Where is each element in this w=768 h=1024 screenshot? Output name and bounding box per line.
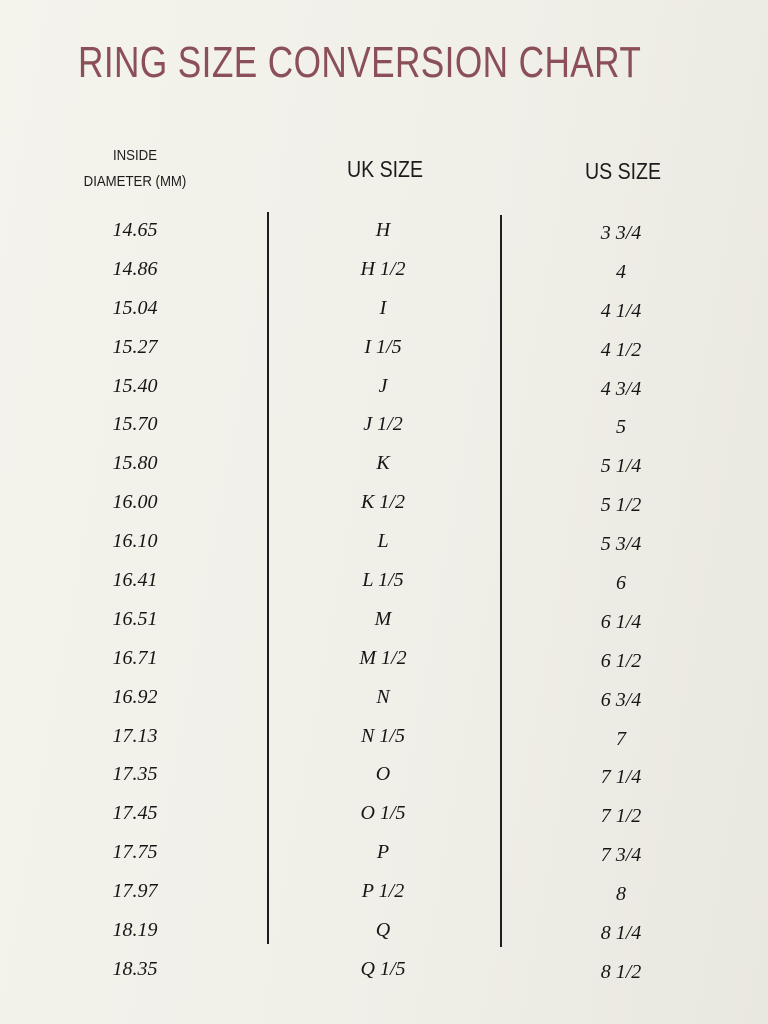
page-title: RING SIZE CONVERSION CHART xyxy=(78,38,642,87)
uk-size-cell: I 1/5 xyxy=(364,335,402,358)
diameter-cell: 18.35 xyxy=(112,957,158,980)
table-row xyxy=(0,950,768,989)
table-row xyxy=(0,328,768,367)
us-size-cell: 4 1/4 xyxy=(600,299,642,322)
diameter-cell: 17.35 xyxy=(112,763,158,786)
table-row xyxy=(0,639,768,678)
header-inside-diameter xyxy=(78,143,192,195)
diameter-cell: 17.97 xyxy=(112,880,158,903)
diameter-cell: 16.71 xyxy=(112,646,158,669)
us-size-cell: 6 xyxy=(616,572,626,595)
table-row xyxy=(0,561,768,600)
diameter-cell: 17.45 xyxy=(112,802,158,825)
us-size-cell: 4 1/2 xyxy=(600,338,642,361)
uk-size-cell: O xyxy=(375,763,391,786)
diameter-cell: 16.41 xyxy=(112,569,158,592)
table-row xyxy=(0,444,768,483)
header-inside-diameter-line1: INSIDE xyxy=(112,147,157,164)
diameter-cell: 17.75 xyxy=(112,841,158,864)
table-row xyxy=(0,833,768,872)
uk-size-cell: L xyxy=(377,530,389,553)
table-row xyxy=(0,911,768,950)
uk-size-cell: H 1/2 xyxy=(360,257,406,280)
us-size-cell: 8 1/4 xyxy=(600,922,642,945)
uk-size-cell: M 1/2 xyxy=(359,646,407,669)
us-size-cell: 7 xyxy=(616,727,626,750)
us-size-cell: 7 1/2 xyxy=(600,805,642,828)
diameter-cell: 16.51 xyxy=(112,607,158,630)
uk-size-cell: P 1/2 xyxy=(361,880,405,903)
diameter-cell: 15.40 xyxy=(112,374,158,397)
us-size-cell: 7 3/4 xyxy=(600,844,642,867)
uk-size-cell: P xyxy=(376,841,390,864)
uk-size-cell: I xyxy=(379,296,387,319)
table-row xyxy=(0,872,768,911)
table-row xyxy=(0,211,768,250)
header-inside-diameter-line2: DIAMETER (MM) xyxy=(83,173,187,190)
table-row xyxy=(0,600,768,639)
us-size-cell: 6 1/4 xyxy=(600,610,642,633)
us-size-cell: 8 1/2 xyxy=(600,960,642,983)
uk-size-cell: N 1/5 xyxy=(361,724,405,747)
us-size-cell: 6 3/4 xyxy=(600,688,642,711)
uk-size-cell: Q 1/5 xyxy=(360,957,406,980)
uk-size-cell: M xyxy=(374,607,392,630)
us-size-cell: 5 xyxy=(616,416,626,439)
us-size-cell: 5 3/4 xyxy=(600,533,642,556)
diameter-cell: 14.65 xyxy=(112,219,158,241)
diameter-cell: 16.10 xyxy=(112,530,158,553)
us-size-cell: 3 3/4 xyxy=(600,222,642,244)
diameter-cell: 16.00 xyxy=(112,491,158,514)
table-row xyxy=(0,678,768,717)
uk-size-cell: Q xyxy=(375,919,391,942)
table-row xyxy=(0,250,768,289)
us-size-cell: 5 1/4 xyxy=(600,455,642,478)
uk-size-cell: O 1/5 xyxy=(360,802,406,825)
size-table-body xyxy=(0,211,768,989)
uk-size-cell: K 1/2 xyxy=(361,491,405,514)
table-row xyxy=(0,717,768,756)
us-size-cell: 7 1/4 xyxy=(600,766,642,789)
table-row xyxy=(0,367,768,406)
uk-size-cell: N xyxy=(376,685,390,708)
diameter-cell: 15.80 xyxy=(112,452,158,475)
diameter-cell: 15.04 xyxy=(112,296,158,319)
table-row xyxy=(0,483,768,522)
diameter-cell: 16.92 xyxy=(112,685,158,708)
us-size-cell: 4 3/4 xyxy=(600,377,642,400)
table-row xyxy=(0,755,768,794)
table-row xyxy=(0,794,768,833)
uk-size-cell: L 1/5 xyxy=(362,569,404,592)
uk-size-cell: H xyxy=(375,219,391,241)
diameter-cell: 14.86 xyxy=(112,257,158,280)
diameter-cell: 15.70 xyxy=(112,413,158,436)
table-row xyxy=(0,522,768,561)
us-size-cell: 8 xyxy=(616,883,626,906)
table-row xyxy=(0,289,768,328)
uk-size-cell: K xyxy=(376,452,390,475)
diameter-cell: 15.27 xyxy=(112,335,158,358)
us-size-cell: 6 1/2 xyxy=(600,649,642,672)
header-uk-size: UK SIZE xyxy=(346,156,424,182)
uk-size-cell: J 1/2 xyxy=(363,413,403,436)
diameter-cell: 17.13 xyxy=(112,724,158,747)
us-size-cell: 4 xyxy=(616,260,626,283)
diameter-cell: 18.19 xyxy=(112,919,158,942)
uk-size-cell: J xyxy=(378,374,388,397)
table-row xyxy=(0,405,768,444)
header-us-size: US SIZE xyxy=(584,158,662,184)
us-size-cell: 5 1/2 xyxy=(600,494,642,517)
